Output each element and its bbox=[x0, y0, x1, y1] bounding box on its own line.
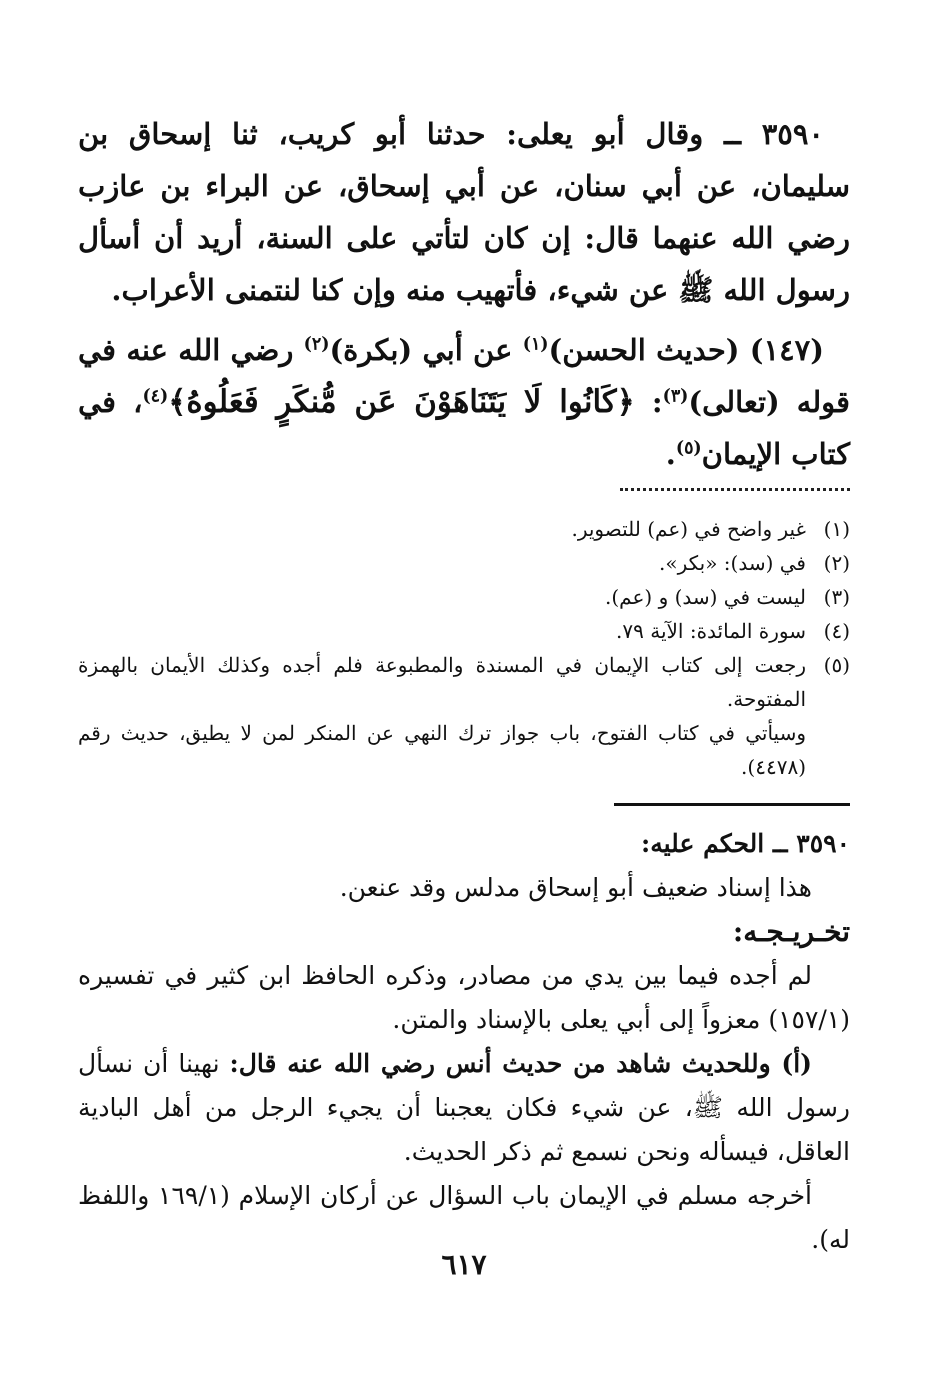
footnote-text: في (سد): «بكر». bbox=[658, 551, 806, 575]
hadith-147-part: ، في كتاب الإيمان bbox=[78, 385, 850, 471]
ruling-text: هذا إسناد ضعيف أبو إسحاق مدلس وقد عنعن. bbox=[339, 873, 812, 902]
page-number: ٦١٧ bbox=[441, 1248, 487, 1281]
commentary bbox=[78, 822, 850, 1262]
witness-text: نهينا أن نسأل رسول الله ﷺ، عن شيء فكان يعجبنا أن يجيء الرجل من أهل البادية العاقل، فيسأله ونحن نسمع ثم ذكر الحديث. bbox=[78, 1049, 850, 1166]
hadith-147-part: عن أبي (بكرة) bbox=[329, 333, 523, 367]
footnote-ref[interactable]: (٤) bbox=[142, 386, 169, 407]
witness-lead: (أ) وللحديث شاهد من حديث أنس رضي الله عنه قال: bbox=[229, 1049, 813, 1078]
footnote-item bbox=[78, 512, 850, 546]
footnote-text: غير واضح في (عم) للتصوير. bbox=[571, 517, 806, 541]
hadith-147-part: : bbox=[634, 385, 663, 419]
footnote-item bbox=[78, 546, 850, 580]
footnote-text: ليست في (سد) و (عم). bbox=[605, 585, 806, 609]
footnote-number: (٢) bbox=[823, 551, 850, 575]
hadith-147-part: رضي الله عنه في قوله (تعالى) bbox=[78, 333, 851, 419]
footnote-ref[interactable]: (٣) bbox=[662, 386, 689, 407]
footnotes bbox=[78, 512, 850, 784]
footnote-number: (٤) bbox=[823, 619, 850, 643]
footnote-text: سورة المائدة: الآية ٧٩. bbox=[616, 619, 806, 643]
takhrij-paragraph: لم أجده فيما بين يدي من مصادر، وذكره الحافظ ابن كثير في تفسيره (١٥٧/١) معزواً إلى أبي يعلى بالإسناد والمتن. bbox=[78, 961, 850, 1034]
footnote-number: (١) bbox=[823, 517, 850, 541]
footnote-item bbox=[78, 580, 850, 614]
hadith-147-paragraph bbox=[78, 324, 850, 480]
footnote-ref[interactable]: (٢) bbox=[303, 334, 330, 355]
ruling-heading: ٣٥٩٠ ــ الحكم عليه: bbox=[641, 829, 850, 858]
footnote-number: (٣) bbox=[823, 585, 850, 609]
footnote-item bbox=[78, 648, 850, 716]
hadith-paragraph: ٣٥٩٠ ــ وقال أبو يعلى: حدثنا أبو كريب، ثنا إسحاق بن سليمان، عن أبي سنان، عن أبي إسحاق، عن البراء بن عازب رضي الله عنهما قال: إن كان لتأتي على السنة، أريد أن أسأل رسول الله ﷺ عن شيء، فأتهيب منه وإن كنا لنتمنى الأعراب. bbox=[78, 117, 850, 307]
footnote-continuation: وسيأتي في كتاب الفتوح، باب جواز ترك النهي عن المنكر لمن لا يطيق، حديث رقم (٤٤٧٨). bbox=[78, 721, 806, 779]
source-paragraph: أخرجه مسلم في الإيمان باب السؤال عن أركان الإسلام (١٦٩/١ واللفظ له). bbox=[78, 1181, 850, 1254]
footnote-number: (٥) bbox=[823, 653, 850, 677]
hadith-text bbox=[78, 108, 850, 480]
takhrij-heading: تخـريـجـه: bbox=[732, 915, 850, 948]
quran-verse: ﴿كَانُوا لَا يَتَنَاهَوْنَ عَن مُّنكَرٍ فَعَلُوهُ﴾ bbox=[168, 384, 635, 420]
footnote-ref[interactable]: (١) bbox=[522, 334, 549, 355]
hadith-147-part: (١٤٧) (حديث الحسن) bbox=[548, 333, 824, 367]
footnote-item bbox=[78, 614, 850, 648]
witness-paragraph bbox=[78, 1042, 850, 1174]
section-divider bbox=[614, 803, 850, 806]
footnote-ref[interactable]: (٥) bbox=[675, 438, 702, 459]
footnote-text: رجعت إلى كتاب الإيمان في المسندة والمطبوعة فلم أجده وكذلك الأيمان بالهمزة المفتوحة. bbox=[78, 653, 806, 711]
footnote-separator bbox=[620, 488, 850, 491]
hadith-147-part: . bbox=[665, 437, 676, 471]
